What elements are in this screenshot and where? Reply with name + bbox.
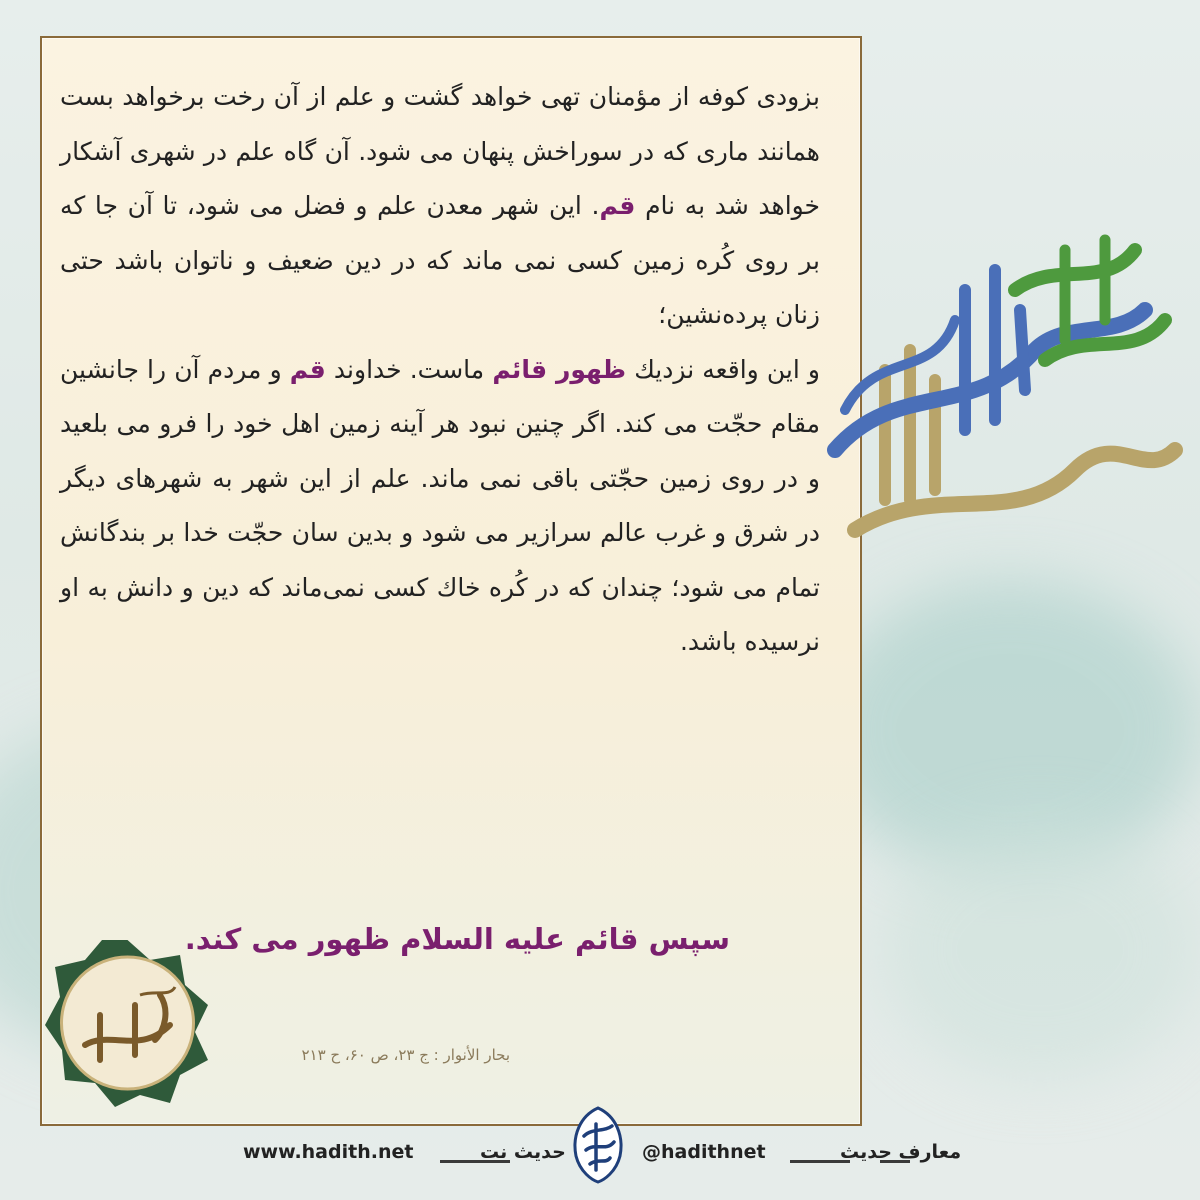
highlight-qom-2: قم [289,354,326,384]
hadith-text [60,70,820,670]
footer-brand: معارف حدیث [840,1141,962,1163]
calligraphy-artwork [815,230,1195,560]
footer-url[interactable]: www.hadith.net [243,1141,414,1163]
imam-seal-emblem [40,935,215,1110]
background-wash [880,820,1200,1080]
footer-site-name: حدیث نت [480,1141,566,1163]
highlight-zuhur: ظهور قائم [492,354,627,384]
highlight-qom: قم [599,191,636,220]
paragraph-2a: و این واقعه نزدیك [634,354,820,384]
closing-line: سپس قائم علیه السلام ظهور می کند. [184,922,730,956]
paragraph-2c: و مردم آن را جانشین مقام حجّت می کند. اگر چنین نبود هر آینه زمین اهل خود را فرو می بلعید و در روی زمین حجّتی باقی نمی ماند. علم از این شهر به شهرهای دیگر در شرق و غرب عالم سرازیر می شود و بدین سان حجّت خدا بر بندگانش تمام می شود؛ چندان که در کُره خاك کسی نمی‌ماند که دین و دانش به او نرسیده باشد. [60,354,820,656]
footer-handle[interactable]: @hadithnet [642,1141,766,1163]
paragraph-1b: . این شهر معدن علم و فضل می شود، تا آن جا که بر روی کُره زمین کسی نمی ماند که در دین ضعیف و ناتوان باشد حتی زنان پرده‌نشین؛ [60,191,820,329]
paragraph-1: بزودی کوفه از مؤمنان تهی خواهد گشت و علم از آن رخت برخواهد بست همانند ماری که در سوراخش پنهان می شود. آن گاه علم در شهری آشکار خواهد شد به نام [60,82,821,220]
paragraph-2b: ماست. خداوند [333,354,485,384]
source-citation: بحار الأنوار : ج ۲۳، ص ۶۰، ح ۲۱۳ [301,1046,510,1064]
hadith-logo [566,1106,630,1184]
